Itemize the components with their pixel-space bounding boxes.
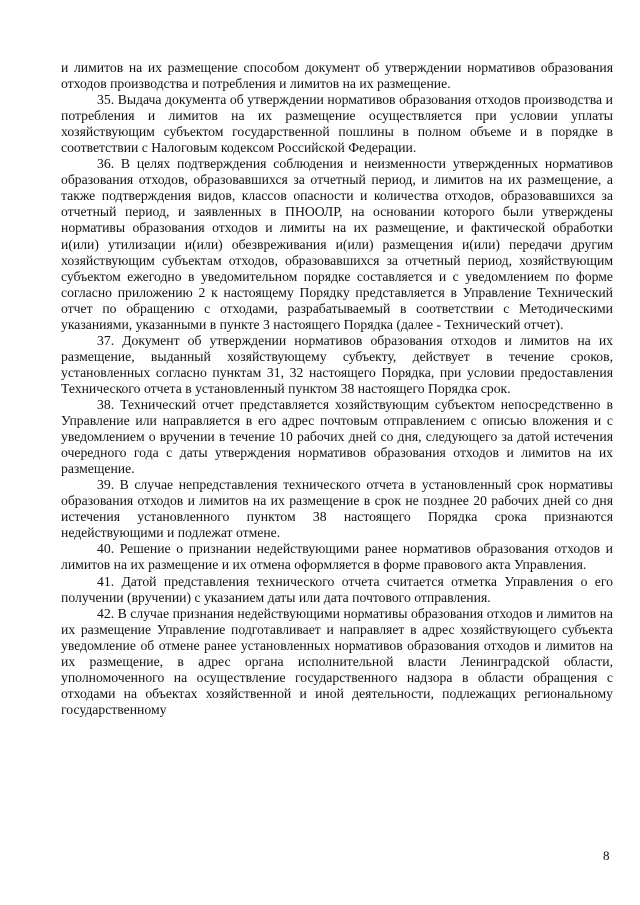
paragraph-40: 40. Решение о признании недействующими ранее нормативов образования отходов и лимитов на их размещение и их отмена оформляется в форме правового акта Управления. bbox=[61, 541, 613, 573]
paragraph-36: 36. В целях подтверждения соблюдения и неизменности утвержденных нормативов образования отходов, образовавшихся за отчетный период, и лимитов на их размещение, а также подтверждения видов, классов опасности и количества отходов, образовавшихся за отчетный период, и заявленных в ПНООЛР, на основании которого были утверждены нормативы образования отходов и лимиты на их размещение, и фактической обработки и(или) утилизации и(или) обезвреживания и(или) размещения и(или) передачи другим хозяйствующим субъектам отходов, образовавшихся за отчетный период, хозяйствующим субъектом ежегодно в уведомительном порядке составляется и с уведомлением по форме согласно приложению 2 к настоящему Порядку представляется в Управление Технический отчет по обращению с отходами, разрабатываемый в соответствии с Методическими указаниями, указанными в пункте 3 настоящего Порядка (далее - Технический отчет). bbox=[61, 156, 613, 332]
paragraph-34-continuation: и лимитов на их размещение способом документ об утверждении нормативов образования отходов производства и потребления и лимитов на их размещение. bbox=[61, 60, 613, 92]
paragraph-37: 37. Документ об утверждении нормативов образования отходов и лимитов на их размещение, выданный хозяйствующему субъекту, действует в течение сроков, установленных согласно пунктам 31, 32 настоящего Порядка, при условии предоставления Технического отчета в установленный пунктом 38 настоящего Порядка срок. bbox=[61, 332, 613, 396]
paragraph-38: 38. Технический отчет представляется хозяйствующим субъектом непосредственно в Управление или направляется в его адрес почтовым отправлением с описью вложения и с уведомлением о вручении в течение 10 рабочих дней со дня, следующего за датой истечения очередного года с даты утверждения нормативов образования отходов и лимитов на их размещение. bbox=[61, 396, 613, 477]
paragraph-39: 39. В случае непредставления технического отчета в установленный срок нормативы образования отходов и лимитов на их размещение в срок не позднее 20 рабочих дней со дня истечения установленного пунктом 38 настоящего Порядка срока признаются недействующими и подлежат отмене. bbox=[61, 477, 613, 541]
paragraph-42: 42. В случае признания недействующими нормативы образования отходов и лимитов на их размещение Управление подготавливает и направляет в адрес хозяйствующего субъекта уведомление об отмене ранее установленных нормативов образования отходов и лимитов на их размещение, в адрес органа исполнительной власти Ленинградской области, уполномоченного на осуществление государственного надзора в области обращения с отходами на объектах хозяйственной и иной деятельности, подлежащих региональному государственному bbox=[61, 605, 613, 717]
paragraph-41: 41. Датой представления технического отчета считается отметка Управления о его получении (вручении) с указанием даты или дата почтового отправления. bbox=[61, 573, 613, 605]
document-body bbox=[61, 60, 613, 718]
paragraph-35: 35. Выдача документа об утверждении нормативов образования отходов производства и потребления и лимитов на их размещение осуществляется при условии уплаты хозяйствующим субъектом государственной пошлины в полном объеме и в порядке в соответствии с Налоговым кодексом Российской Федерации. bbox=[61, 92, 613, 156]
page-number: 8 bbox=[603, 848, 610, 863]
